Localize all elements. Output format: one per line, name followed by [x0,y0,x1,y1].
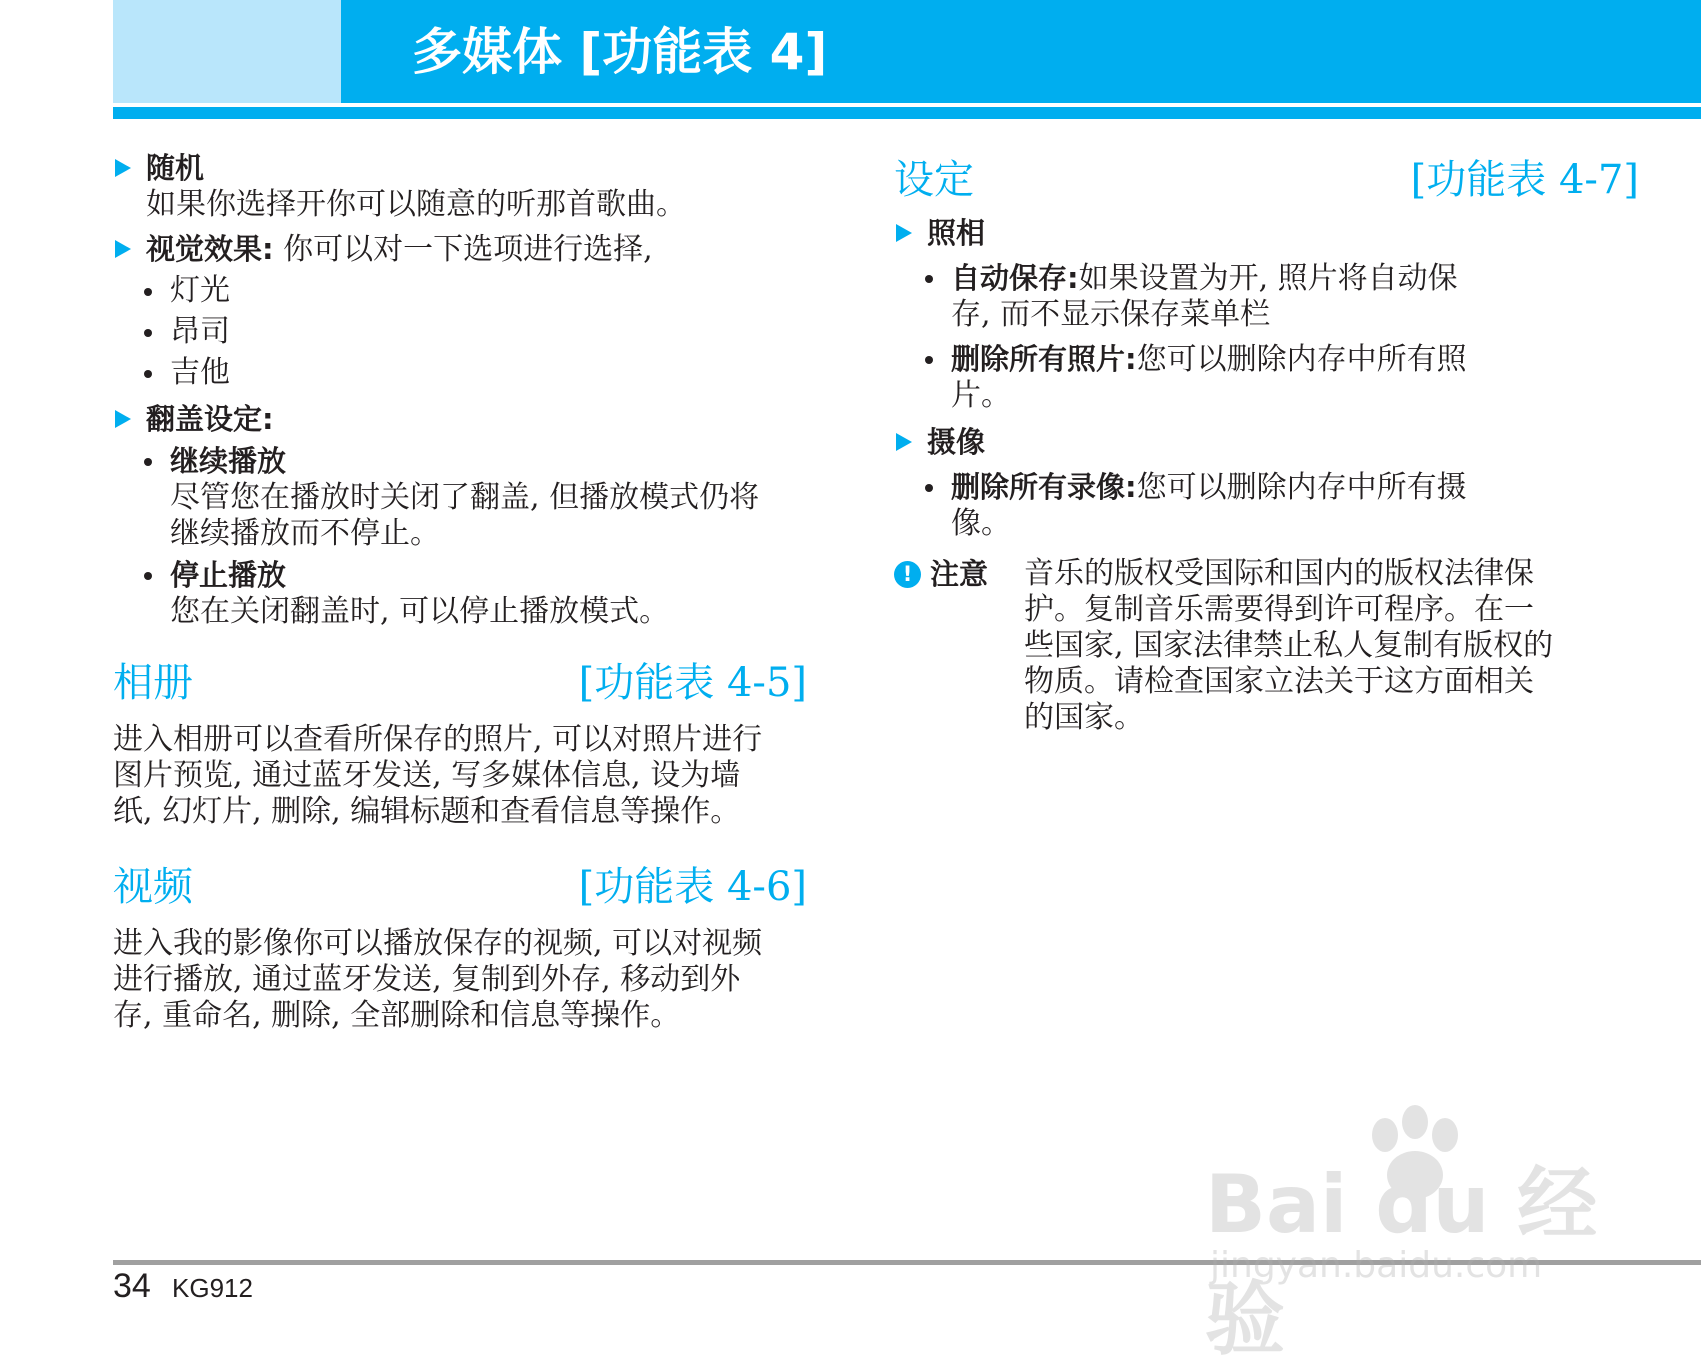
section-header-video [113,862,813,912]
option-label: 灯光 [170,273,230,308]
baidu-watermark [1205,1100,1605,1366]
option-title: 继续播放 [170,444,287,478]
option-desc: 如果设置为开, 照片将自动保 [1078,261,1458,296]
item-title: 照相 [927,216,986,250]
triangle-bullet-icon [896,433,912,451]
text-line: 物质。请检查国家立法关于这方面相关 [1024,664,1534,699]
model-name: KG912 [172,1273,253,1303]
item-photo [894,215,1594,252]
section-title: 视频 [113,864,193,910]
option-desc: 继续播放而不停止。 [170,516,440,551]
bullet-dot-icon [144,572,152,580]
section-header-settings [894,155,1639,205]
text-line: 护。复制音乐需要得到许可程序。在一 [1024,592,1534,627]
list-item [113,273,813,309]
bullet-dot-icon [144,370,152,378]
list-item [894,260,1594,297]
left-column [113,150,813,1034]
item-title: 随机 [146,151,205,185]
section-ref: [功能表 4-7] [1410,157,1639,203]
bullet-dot-icon [925,356,933,364]
section-header-album [113,658,813,708]
option-desc: 您可以删除内存中所有摄 [1136,470,1467,505]
option-title: 自动保存: [951,261,1079,295]
item-random [113,150,813,187]
item-desc: 你可以对一下选项进行选择, [283,232,653,267]
option-desc: 尽管您在播放时关闭了翻盖, 但播放模式仍将 [170,480,760,515]
watermark-brand: Bai du 经验 [1205,1158,1598,1366]
bullet-dot-icon [925,484,933,492]
section-title: 设定 [894,157,974,203]
option-desc: 像。 [951,506,1011,541]
text-line: 进行播放, 通过蓝牙发送, 复制到外存, 移动到外 [113,962,741,997]
item-title: 摄像 [927,425,986,459]
list-item [113,355,813,391]
bullet-dot-icon [925,275,933,283]
text-line: 音乐的版权受国际和国内的版权法律保 [1024,556,1534,591]
triangle-bullet-icon [115,159,131,177]
triangle-bullet-icon [115,410,131,428]
list-item [113,443,813,480]
text-line: 图片预览, 通过蓝牙发送, 写多媒体信息, 设为墙 [113,758,741,793]
list-item [113,557,813,594]
note-block [894,556,1594,736]
warning-icon: ! [894,561,921,588]
triangle-bullet-icon [115,240,131,258]
list-item [894,341,1594,378]
section-body-album [113,722,813,830]
watermark-url: jingyan.baidu.com [1210,1245,1543,1286]
text-line: 的国家。 [1024,700,1144,735]
item-visual [113,231,813,268]
item-flip [113,401,813,438]
triangle-bullet-icon [896,224,912,242]
item-desc: 如果你选择开你可以随意的听那首歌曲。 [146,187,686,222]
option-desc: 片。 [951,378,1011,413]
note-label: 注意 [930,557,989,591]
list-item [894,469,1594,506]
item-title: 翻盖设定: [146,402,274,436]
item-camera [894,424,1594,461]
right-column [894,150,1639,736]
section-body-video [113,926,813,1034]
option-title: 删除所有照片: [951,342,1137,376]
header-light-band [113,0,341,103]
text-line: 些国家, 国家法律禁止私人复制有版权的 [1024,628,1554,663]
section-title: 相册 [113,660,193,706]
option-title: 删除所有录像: [951,470,1137,504]
page-title: 多媒体 [功能表 4] [412,23,828,81]
text-line: 存, 重命名, 删除, 全部删除和信息等操作。 [113,998,681,1033]
header-rule [113,107,1701,119]
option-title: 停止播放 [170,558,287,592]
option-label: 昂司 [170,314,230,349]
text-line: 纸, 幻灯片, 删除, 编辑标题和查看信息等操作。 [113,794,741,829]
option-desc: 您可以删除内存中所有照 [1136,342,1467,377]
bullet-dot-icon [144,458,152,466]
list-item [113,314,813,350]
text-line: 进入相册可以查看所保存的照片, 可以对照片进行 [113,722,763,757]
section-ref: [功能表 4-5] [578,660,807,706]
item-title: 视觉效果: [146,232,274,266]
bullet-dot-icon [144,329,152,337]
option-desc: 存, 而不显示保存菜单栏 [951,297,1271,332]
page-number: 34 [113,1267,151,1305]
bullet-dot-icon [144,288,152,296]
text-line: 进入我的影像你可以播放保存的视频, 可以对视频 [113,926,763,961]
option-label: 吉他 [170,355,230,390]
option-desc: 您在关闭翻盖时, 可以停止播放模式。 [170,594,670,629]
section-ref: [功能表 4-6] [578,864,807,910]
